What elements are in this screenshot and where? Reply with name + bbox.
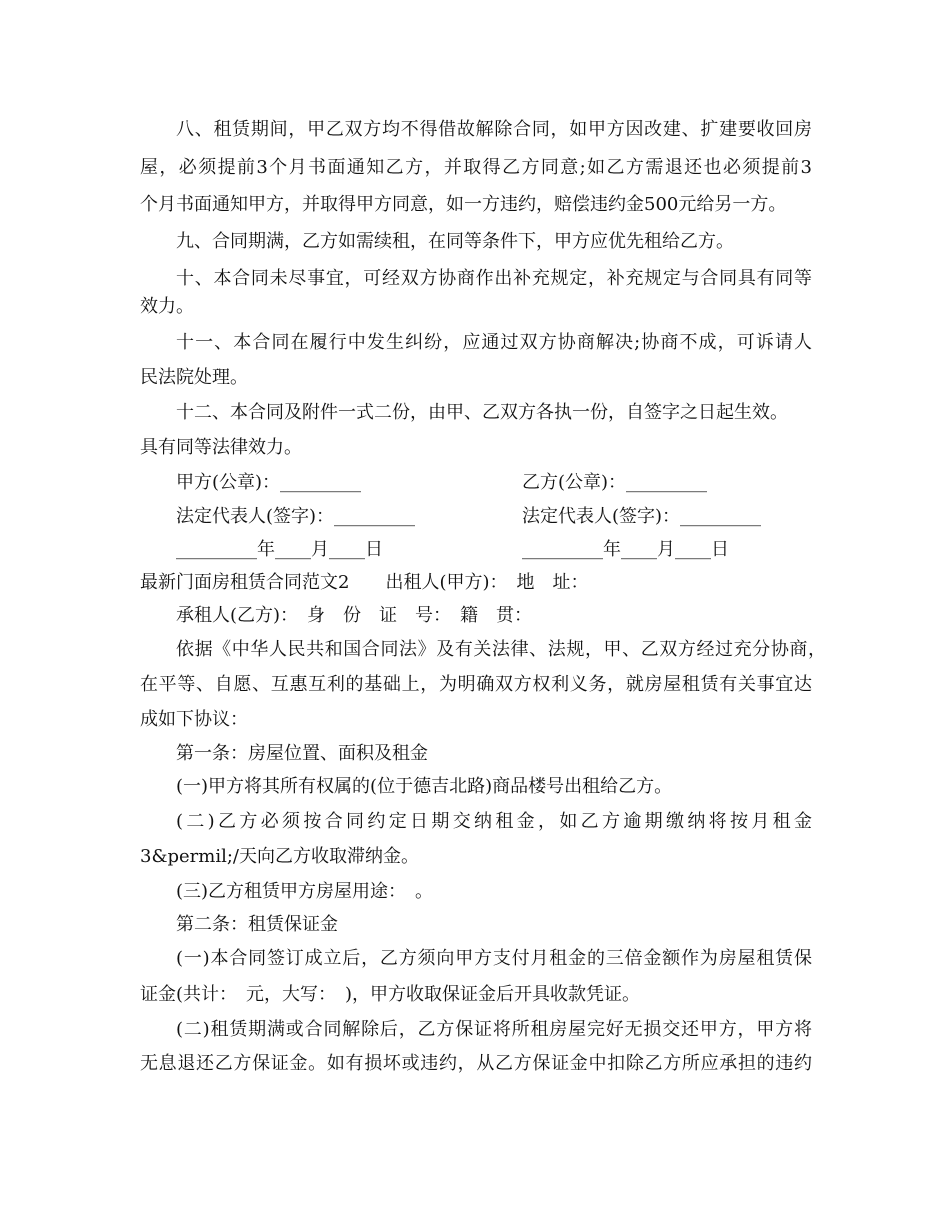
article-2-heading: 第二条：租赁保证金	[176, 914, 338, 935]
article-2-item-2-line-1: (二)租赁期满或合同解除后，乙方保证将所租房屋完好无损交还甲方，甲方将	[176, 1019, 812, 1040]
article-1-item-1: (一)甲方将其所有权属的(位于德吉北路)商品楼号出租给乙方。	[176, 776, 673, 797]
article-1-item-2-line-2: 3&permil;/天向乙方收取滞纳金。	[140, 846, 419, 867]
clause-11-line-1: 十一、本合同在履行中发生纠纷，应通过双方协商解决;协商不成，可诉请人	[176, 332, 812, 353]
intro-line-2: 在平等、自愿、互惠互利的基础上，为明确双方权利义务，就房屋租赁有关事宜达	[140, 674, 812, 695]
party-a-seal-field: 甲方(公章)：_________	[176, 472, 362, 493]
party-b-date-field: _________年____月____日	[522, 539, 729, 560]
contract-2-title-line: 最新门面房租赁合同范文2 出租人(甲方)： 地 址：	[140, 572, 589, 593]
article-1-heading: 第一条：房屋位置、面积及租金	[176, 743, 428, 764]
article-2-item-2-line-2: 无息退还乙方保证金。如有损坏或违约，从乙方保证金中扣除乙方所应承担的违约	[140, 1053, 812, 1074]
party-a-representative-field: 法定代表人(签字)：_________	[176, 506, 416, 527]
clause-12-line-1: 十二、本合同及附件一式二份，由甲、乙双方各执一份，自签字之日起生效。	[176, 402, 788, 423]
clause-9: 九、合同期满，乙方如需续租，在同等条件下，甲方应优先租给乙方。	[176, 231, 734, 252]
intro-line-1: 依据《中华人民共和国合同法》及有关法律、法规，甲、乙双方经过充分协商，	[176, 639, 826, 660]
intro-line-3: 成如下协议：	[140, 709, 248, 730]
party-b-seal-field: 乙方(公章)：_________	[522, 472, 708, 493]
clause-10-line-2: 效力。	[140, 296, 194, 317]
clause-11-line-2: 民法院处理。	[140, 367, 248, 388]
party-b-representative-field: 法定代表人(签字)：_________	[522, 506, 762, 527]
clause-10-line-1: 十、本合同未尽事宜，可经双方协商作出补充规定，补充规定与合同具有同等	[176, 268, 812, 289]
party-a-date-field: _________年____月____日	[176, 539, 383, 560]
clause-8-line-2: 屋，必须提前3个月书面通知乙方，并取得乙方同意;如乙方需退还也必须提前3	[140, 157, 812, 178]
article-2-item-1-line-2: 证金(共计： 元，大写： )，甲方收取保证金后开具收款凭证。	[140, 984, 641, 1005]
article-1-item-2-line-1: (二)乙方必须按合同约定日期交纳租金，如乙方逾期缴纳将按月租金	[176, 811, 812, 832]
lessee-info-line: 承租人(乙方)： 身 份 证 号： 籍 贯：	[176, 605, 533, 626]
clause-8-line-3: 个月书面通知甲方，并取得甲方同意，如一方违约，赔偿违约金500元给另一方。	[140, 194, 787, 215]
article-2-item-1-line-1: (一)本合同签订成立后，乙方须向甲方支付月租金的三倍金额作为房屋租赁保	[176, 948, 812, 969]
article-1-item-3: (三)乙方租赁甲方房屋用途： 。	[176, 881, 434, 902]
clause-12-line-2: 具有同等法律效力。	[140, 437, 302, 458]
clause-8-line-1: 八、租赁期间，甲乙双方均不得借故解除合同，如甲方因改建、扩建要收回房	[176, 119, 812, 140]
